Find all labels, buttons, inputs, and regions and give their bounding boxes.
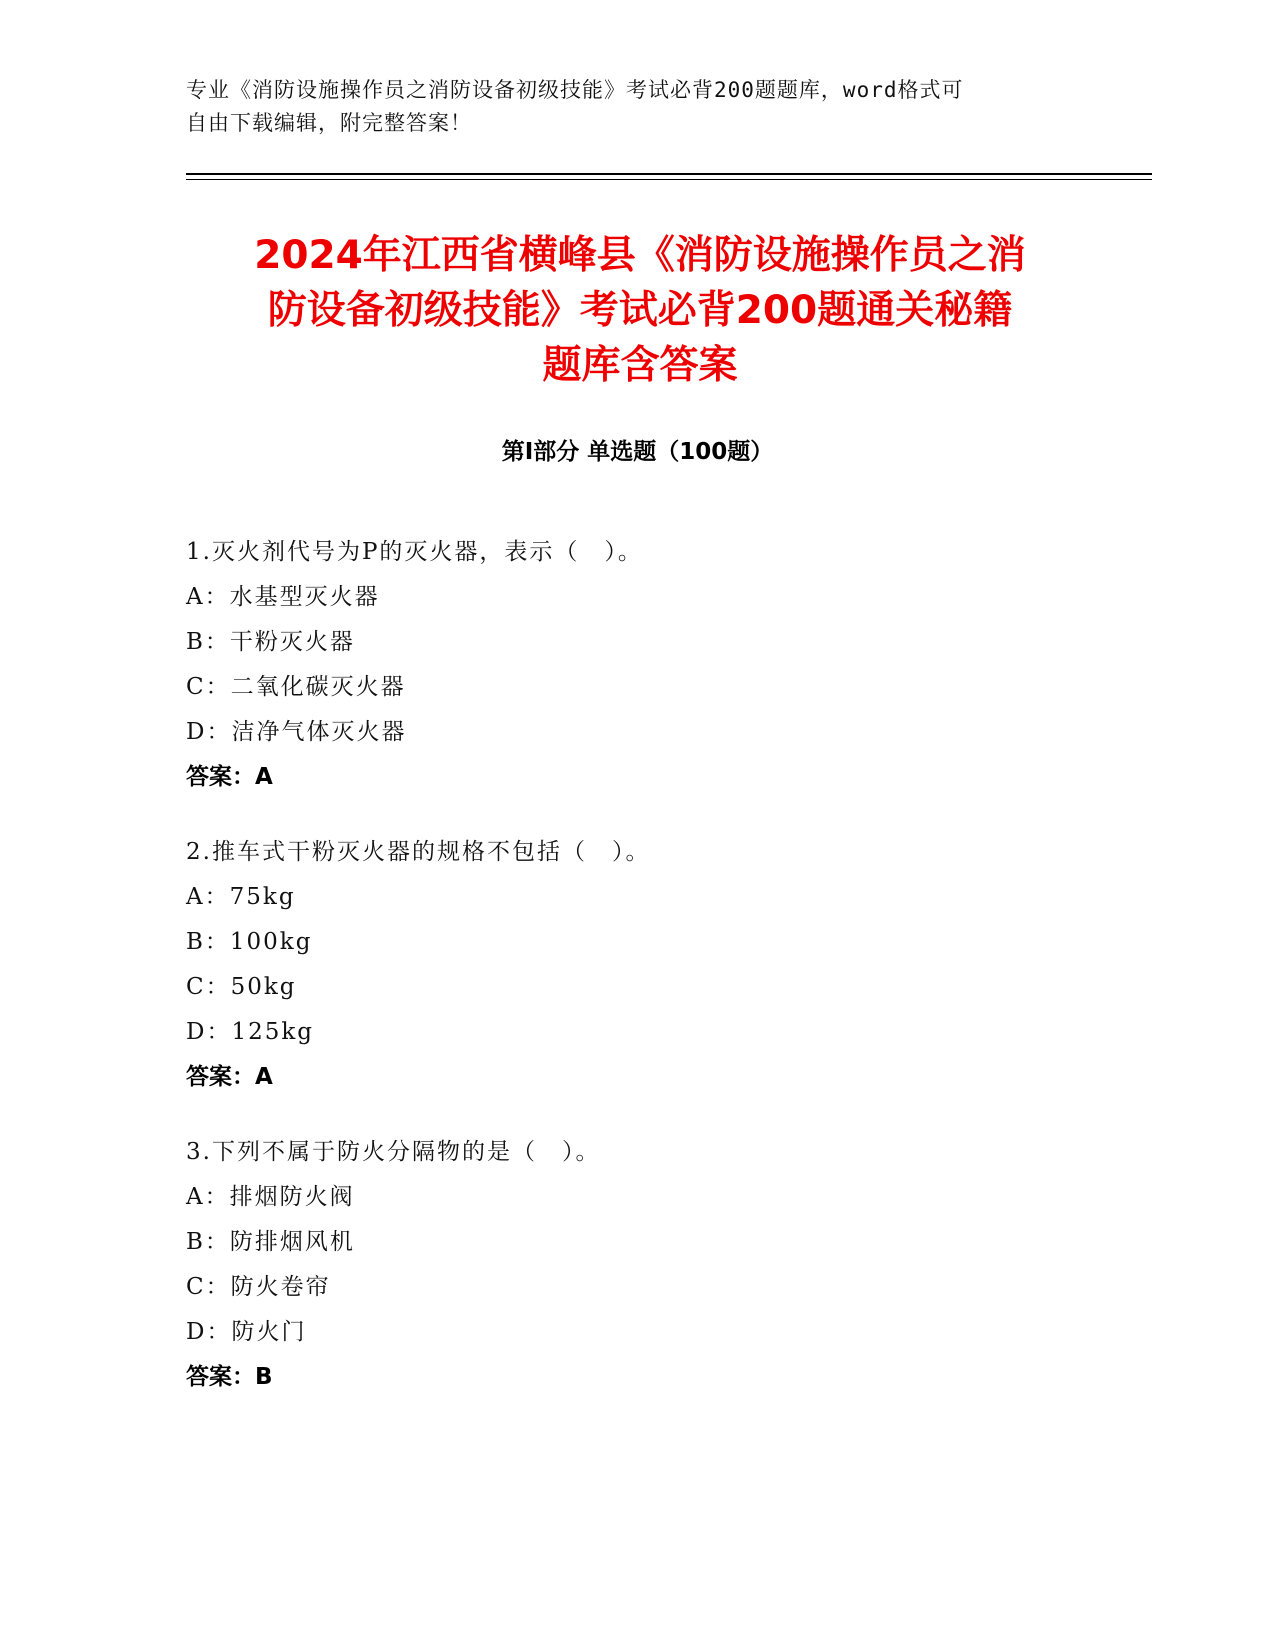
header-divider-thick [186,173,1152,175]
title-line-2: 防设备初级技能》考试必背200题通关秘籍 [267,288,1013,333]
question-2 [186,830,1136,1100]
header-note [186,74,1076,140]
title-line-3: 题库含答案 [542,343,738,388]
option-c: C：防火卷帘 [186,1274,331,1300]
header-divider-thin [186,179,1152,180]
option-d: D：防火门 [186,1319,307,1345]
answer: 答案：B [186,1364,273,1390]
question-3 [186,1130,1136,1400]
section-title: 第Ⅰ部分 单选题（100题） [501,439,774,465]
option-c: C：二氧化碳灭火器 [186,674,406,700]
option-a: A：排烟防火阀 [186,1184,355,1210]
question-stem: 1.灭火剂代号为P的灭火器，表示（ ）。 [186,539,643,565]
option-b: B：干粉灭火器 [186,629,355,655]
option-b: B：100kg [186,929,313,955]
option-c: C：50kg [186,974,297,1000]
answer: 答案：A [186,1064,273,1090]
option-a: A：水基型灭火器 [186,584,380,610]
title-line-1: 2024年江西省横峰县《消防设施操作员之消 [254,233,1026,278]
question-1 [186,530,1136,800]
option-d: D：洁净气体灭火器 [186,719,407,745]
document-title [160,228,1120,393]
question-stem: 2.推车式干粉灭火器的规格不包括（ ）。 [186,839,651,865]
option-a: A：75kg [186,884,296,910]
option-d: D：125kg [186,1019,315,1045]
option-b: B：防排烟风机 [186,1229,355,1255]
answer: 答案：A [186,764,273,790]
header-note-line-1: 专业《消防设施操作员之消防设备初级技能》考试必背200题题库，word格式可 [186,78,964,102]
question-stem: 3.下列不属于防火分隔物的是（ ）。 [186,1139,601,1165]
header-note-line-2: 自由下载编辑，附完整答案！ [186,111,472,135]
question-list [186,530,1136,1430]
